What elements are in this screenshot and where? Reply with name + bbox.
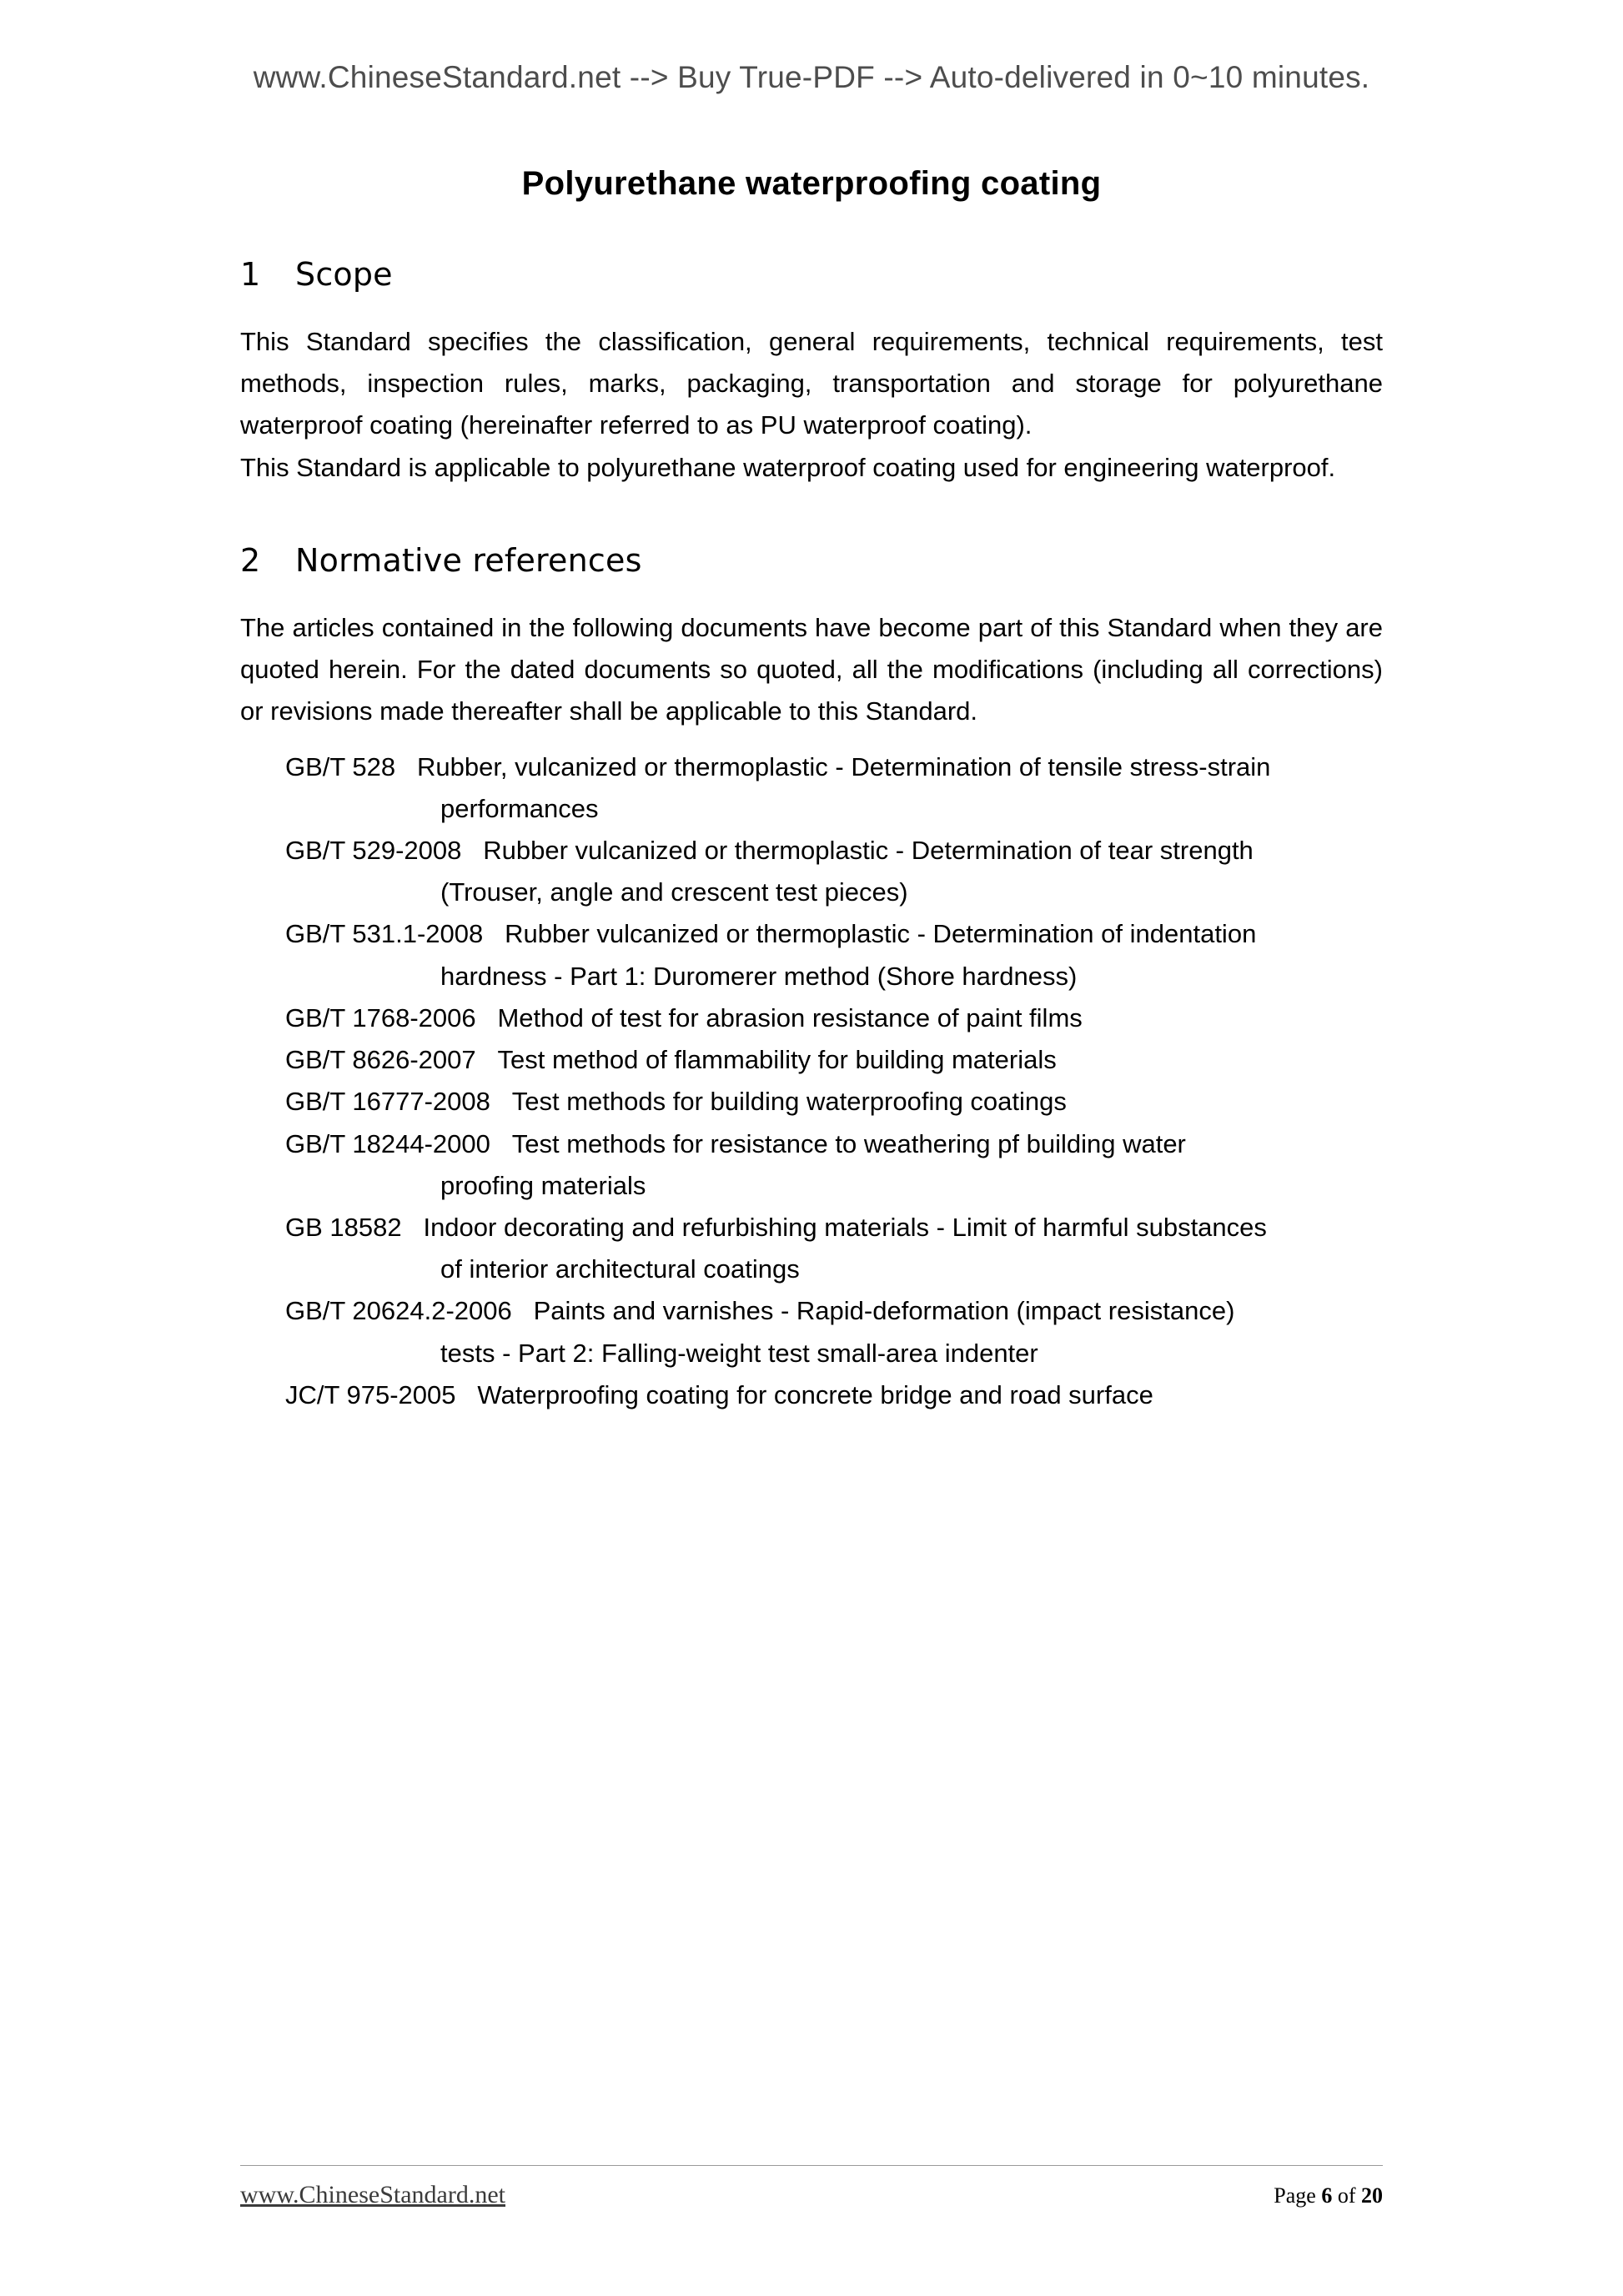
section-number-1: 1 xyxy=(240,256,261,293)
list-item xyxy=(285,1039,1383,1081)
reference-code: GB/T 1768-2006 xyxy=(285,1002,476,1032)
list-item xyxy=(285,830,1383,872)
reference-continuation: of interior architectural coatings xyxy=(440,1254,800,1284)
reference-title: Test methods for building waterproofing coatings xyxy=(511,1087,1067,1117)
footer-divider xyxy=(240,2165,1383,2166)
reference-code: GB/T 20624.2-2006 xyxy=(285,1296,512,1326)
list-item xyxy=(285,1081,1383,1123)
reference-title: Paints and varnishes - Rapid-deformation (impact resistance) xyxy=(533,1296,1235,1326)
reference-continuation: (Trouser, angle and crescent test pieces) xyxy=(440,877,908,907)
section-label-1: Scope xyxy=(295,256,393,293)
reference-title: Method of test for abrasion resistance of paint films xyxy=(497,1002,1083,1032)
reference-continuation: proofing materials xyxy=(440,1170,646,1200)
normative-paragraph-1: The articles contained in the following documents have become part of this Standard when they are quoted herein. For the dated documents so quoted, all the modifications (including all corrections) or revisions made thereafter shall be applicable to this Standard. xyxy=(240,612,1383,726)
reference-continuation: tests - Part 2: Falling-weight test small-area indenter xyxy=(440,1338,1038,1368)
list-item xyxy=(285,1207,1383,1248)
footer-page-of: of xyxy=(1337,2183,1356,2208)
reference-title: Test method of flammability for building materials xyxy=(497,1045,1057,1075)
section-heading-scope xyxy=(240,256,1383,293)
footer-page-number: 6 xyxy=(1321,2183,1333,2208)
footer-page-indicator xyxy=(1274,2183,1383,2208)
watermark-banner: www.ChineseStandard.net --> Buy True-PDF --> Auto-delivered in 0~10 minutes. xyxy=(253,60,1370,94)
reference-title: Test methods for resistance to weathering pf building water xyxy=(511,1128,1186,1158)
footer-page-prefix: Page xyxy=(1274,2183,1316,2208)
reference-code: JC/T 975-2005 xyxy=(285,1379,456,1409)
section-number-2: 2 xyxy=(240,541,261,579)
reference-continuation: hardness - Part 1: Duromerer method (Shore hardness) xyxy=(440,961,1078,991)
section-label-2: Normative references xyxy=(295,541,642,579)
list-item xyxy=(285,746,1383,788)
list-item xyxy=(285,1374,1383,1416)
reference-title: Rubber vulcanized or thermoplastic - Determination of tear strength xyxy=(483,835,1254,865)
section-heading-normative-references xyxy=(240,542,1383,579)
reference-code: GB/T 529-2008 xyxy=(285,835,462,865)
footer-site-link[interactable]: www.ChineseStandard.net xyxy=(240,2181,505,2208)
footer-page-total: 20 xyxy=(1361,2183,1383,2208)
reference-title: Indoor decorating and refurbishing materials - Limit of harmful substances xyxy=(423,1212,1267,1242)
reference-code: GB 18582 xyxy=(285,1212,402,1242)
list-item xyxy=(285,997,1383,1039)
page-title: Polyurethane waterproofing coating xyxy=(521,165,1102,202)
reference-title: Waterproofing coating for concrete bridge and road surface xyxy=(477,1379,1153,1409)
reference-code: GB/T 8626-2007 xyxy=(285,1045,476,1075)
reference-title: Rubber vulcanized or thermoplastic - Determination of indentation xyxy=(505,919,1257,949)
page-footer xyxy=(240,2165,1383,2209)
reference-title: Rubber, vulcanized or thermoplastic - Determination of tensile stress-strain xyxy=(416,751,1271,781)
scope-paragraph-1: This Standard specifies the classification, general requirements, technical requirements, test methods, inspection rules, marks, packaging, transportation and storage for polyurethane waterproof coating (hereinafter referred to as PU waterproof coating). xyxy=(240,327,1383,440)
reference-code: GB/T 531.1-2008 xyxy=(285,919,484,949)
reference-code: GB/T 18244-2000 xyxy=(285,1128,490,1158)
reference-code: GB/T 528 xyxy=(285,751,396,781)
list-item xyxy=(285,1123,1383,1165)
normative-reference-list xyxy=(240,746,1383,1417)
list-item xyxy=(285,913,1383,955)
scope-paragraph-2: This Standard is applicable to polyurethane waterproof coating used for engineering waterproof. xyxy=(240,452,1336,482)
reference-code: GB/T 16777-2008 xyxy=(285,1087,490,1117)
reference-continuation: performances xyxy=(440,793,599,823)
list-item xyxy=(285,1290,1383,1332)
